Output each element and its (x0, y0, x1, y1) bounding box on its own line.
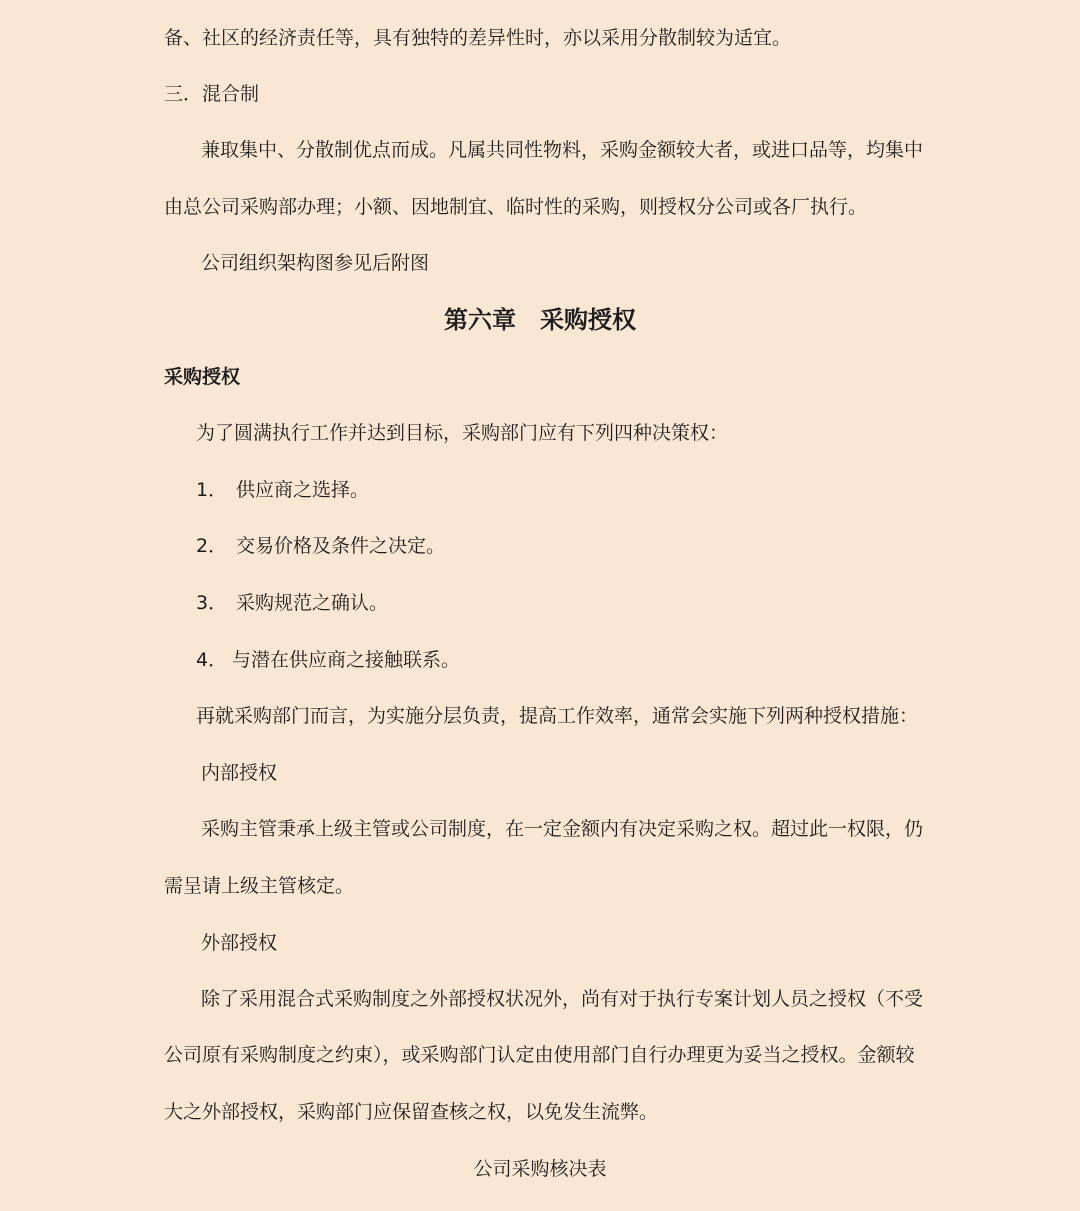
paragraph-intro: 为了圆满执行工作并达到目标，采购部门应有下列四种决策权： (196, 422, 729, 444)
list-item-text: 供应商之选择。 (236, 479, 370, 501)
list-item-text: 与潜在供应商之接触联系。 (232, 649, 461, 671)
list-item-text: 采购规范之确认。 (236, 592, 389, 614)
paragraph-mixed-line-2: 由总公司采购部办理；小额、因地制宜、临时性的采购，则授权分公司或各厂执行。 (164, 196, 868, 218)
subheading-internal-authorization: 内部授权 (201, 762, 278, 784)
section-title: 采购授权 (164, 366, 241, 388)
heading-mixed-system: 三．混合制 (164, 83, 260, 105)
list-item-number: 3． (196, 592, 228, 614)
subheading-external-authorization: 外部授权 (201, 932, 278, 954)
paragraph-distributed-tail: 备、社区的经济责任等，具有独特的差异性时，亦以采用分散制较为适宜。 (164, 27, 792, 49)
paragraph-mixed-line-1: 兼取集中、分散制优点而成。凡属共同性物料，采购金额较大者，或进口品等，均集中 (201, 139, 924, 161)
list-item-number: 4． (196, 649, 228, 671)
paragraph-external-line-3: 大之外部授权，采购部门应保留查核之权，以免发生流弊。 (164, 1101, 659, 1123)
chapter-title: 第六章 采购授权 (444, 306, 636, 334)
list-item (196, 477, 369, 503)
list-item-number: 1． (196, 479, 228, 501)
list-item (196, 590, 388, 616)
paragraph-org-chart-note: 公司组织架构图参见后附图 (201, 252, 430, 274)
paragraph-external-line-2: 公司原有采购制度之约束），或采购部门认定由使用部门自行办理更为妥当之授权。金额较 (164, 1044, 915, 1066)
list-item (196, 533, 445, 559)
list-item-number: 2． (196, 535, 228, 557)
paragraph-internal-line-2: 需呈请上级主管核定。 (164, 875, 355, 897)
list-item (196, 647, 460, 673)
paragraph-internal-line-1: 采购主管秉承上级主管或公司制度，在一定金额内有决定采购之权。超过此一权限，仍 (201, 818, 924, 840)
list-item-text: 交易价格及条件之决定。 (236, 535, 446, 557)
table-caption: 公司采购核决表 (473, 1158, 607, 1180)
paragraph-measures: 再就采购部门而言，为实施分层负责，提高工作效率，通常会实施下列两种授权措施： (196, 705, 919, 727)
paragraph-external-line-1: 除了采用混合式采购制度之外部授权状况外，尚有对于执行专案计划人员之授权（不受 (201, 988, 924, 1010)
